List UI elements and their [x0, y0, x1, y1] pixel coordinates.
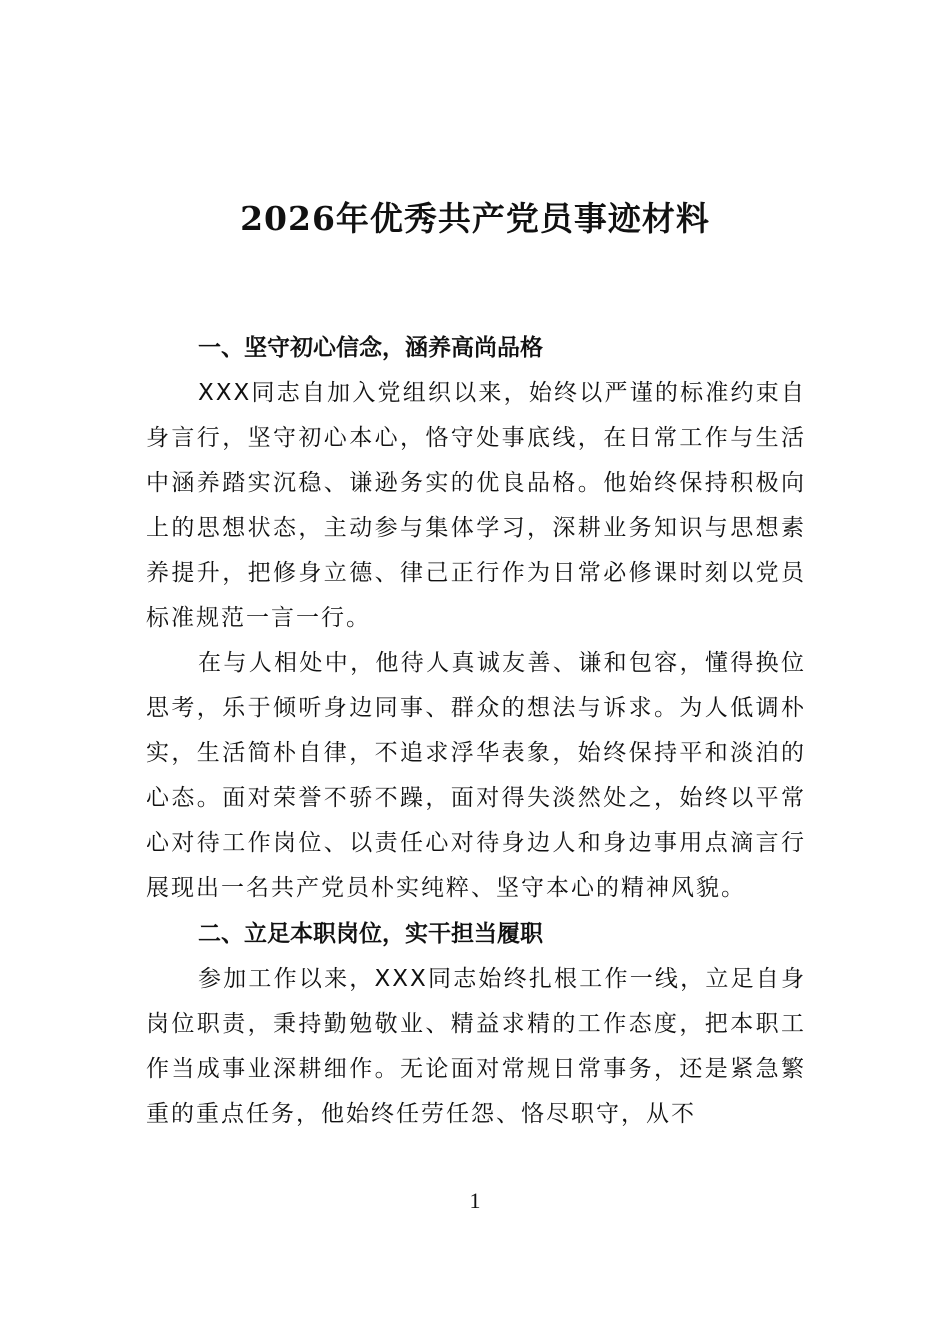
document-title: 2026年优秀共产党员事迹材料	[240, 199, 710, 238]
section-heading-1: 一、坚守初心信念，涵养高尚品格	[198, 335, 543, 361]
body-paragraph: XXX同志自加入党组织以来，始终以严谨的标准约束自身言行，坚守初心本心，恪守处事底线，在日常工作与生活中涵养踏实沉稳、谦逊务实的优良品格。他始终保持积极向上的思想状态，主动参与集体学习，深耕业务知识与思想素养提升，把修身立德、律己正行作为日常必修课时刻以党员标准规范一言一行。	[146, 380, 806, 631]
section-heading-2: 二、立足本职岗位，实干担当履职	[198, 921, 543, 947]
body-paragraph: 参加工作以来，XXX同志始终扎根工作一线，立足自身岗位职责，秉持勤勉敬业、精益求精的工作态度，把本职工作当成事业深耕细作。无论面对常规日常事务，还是紧急繁重的重点任务，他始终任劳任怨、恪尽职守，从不	[146, 966, 806, 1127]
body-paragraph: 在与人相处中，他待人真诚友善、谦和包容，懂得换位思考，乐于倾听身边同事、群众的想法与诉求。为人低调朴实，生活简朴自律，不追求浮华表象，始终保持平和淡泊的心态。面对荣誉不骄不躁，面对得失淡然处之，始终以平常心对待工作岗位、以责任心对待身边人和身边事用点滴言行展现出一名共产党员朴实纯粹、坚守本心的精神风貌。	[146, 650, 806, 901]
document-body	[146, 329, 806, 1137]
page-number: 1	[469, 1188, 481, 1213]
